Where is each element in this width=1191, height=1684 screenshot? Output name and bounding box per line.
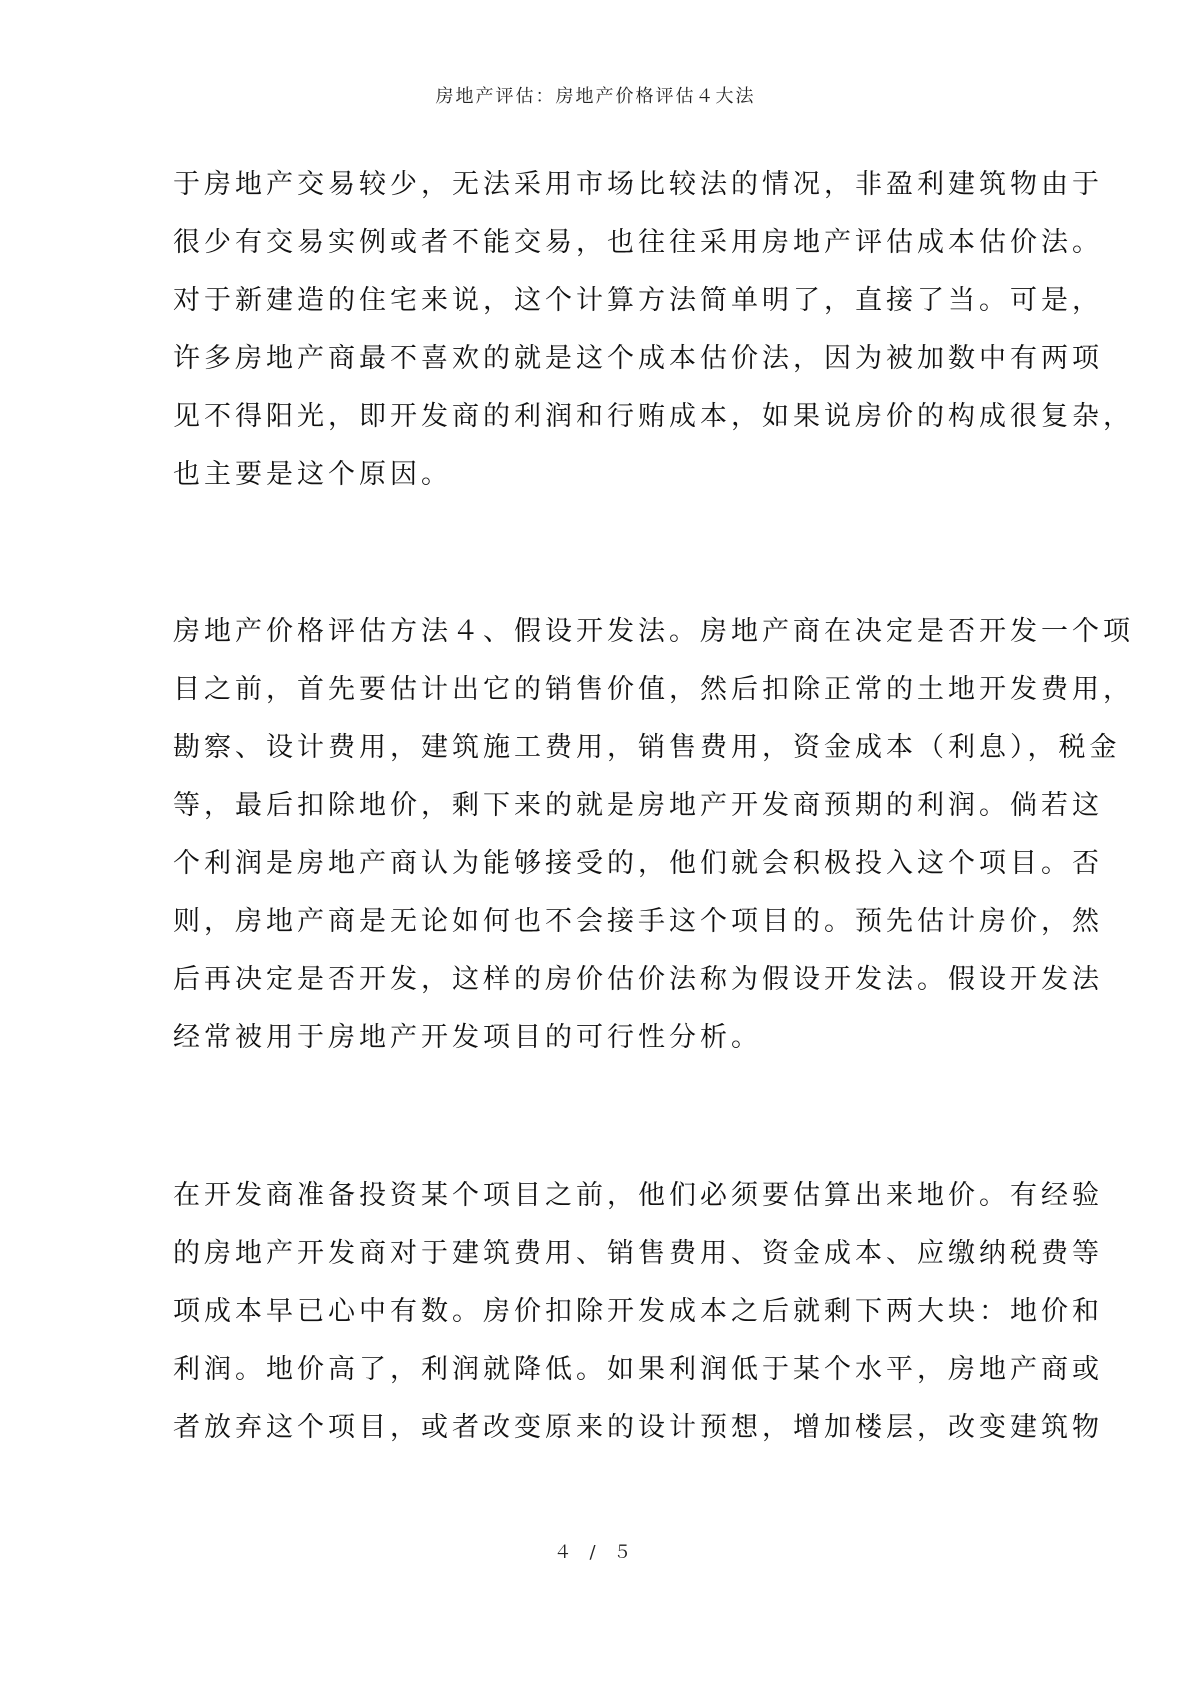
paragraph-line: 利润。地价高了，利润就降低。如果利润低于某个水平，房地产商或 — [173, 1354, 1103, 1385]
paragraph-line: 于房地产交易较少，无法采用市场比较法的情况，非盈利建筑物由于 — [173, 169, 1103, 200]
paragraph-line: 个利润是房地产商认为能够接受的，他们就会积极投入这个项目。否 — [173, 848, 1103, 879]
paragraph-line: 等，最后扣除地价，剩下来的就是房地产开发商预期的利润。倘若这 — [173, 790, 1103, 821]
paragraph-line: 也主要是这个原因。 — [173, 459, 452, 490]
paragraph-line: 后再决定是否开发，这样的房价估价法称为假设开发法。假设开发法 — [173, 964, 1103, 995]
paragraph-line: 的房地产开发商对于建筑费用、销售费用、资金成本、应缴纳税费等 — [173, 1238, 1103, 1269]
paragraph-line: 则，房地产商是无论如何也不会接手这个项目的。预先估计房价，然 — [173, 906, 1103, 937]
paragraph-line: 在开发商准备投资某个项目之前，他们必须要估算出来地价。有经验 — [173, 1180, 1103, 1211]
paragraph-line: 者放弃这个项目，或者改变原来的设计预想，增加楼层，改变建筑物 — [173, 1412, 1103, 1443]
page-header-title: 房地产评估：房地产价格评估４大法 — [435, 86, 756, 107]
paragraph-line: 经常被用于房地产开发项目的可行性分析。 — [173, 1022, 762, 1053]
paragraph-line: 项成本早已心中有数。房价扣除开发成本之后就剩下两大块：地价和 — [173, 1296, 1103, 1327]
paragraph-line: 房地产价格评估方法４、假设开发法。房地产商在决定是否开发一个项 — [173, 616, 1134, 647]
paragraph-line: 很少有交易实例或者不能交易，也往往采用房地产评估成本估价法。 — [173, 227, 1103, 258]
paragraph-line: 目之前，首先要估计出它的销售价值，然后扣除正常的土地开发费用， — [173, 674, 1134, 705]
page-number: ４ / ５ — [553, 1542, 638, 1563]
paragraph-line: 对于新建造的住宅来说，这个计算方法简单明了，直接了当。可是， — [173, 285, 1103, 316]
paragraph-line: 见不得阳光，即开发商的利润和行贿成本，如果说房价的构成很复杂， — [173, 401, 1134, 432]
paragraph-line: 勘察、设计费用，建筑施工费用，销售费用，资金成本（利息），税金 — [173, 732, 1121, 763]
paragraph-line: 许多房地产商最不喜欢的就是这个成本估价法，因为被加数中有两项 — [173, 343, 1103, 374]
